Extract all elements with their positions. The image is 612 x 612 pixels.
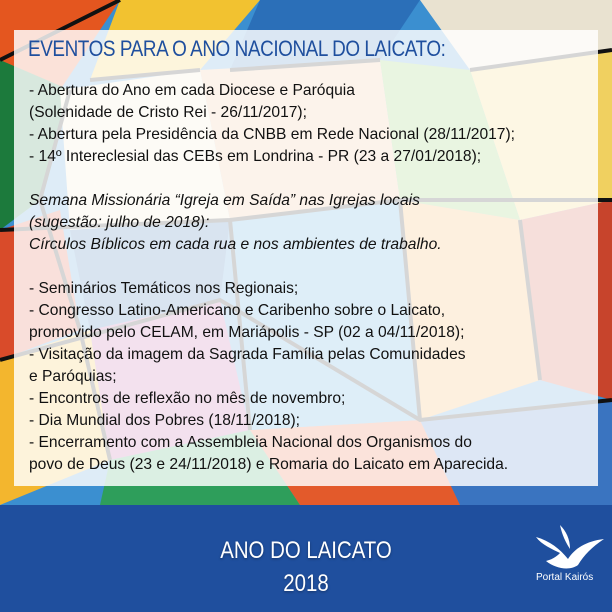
- panel-title: EVENTOS PARA O ANO NACIONAL DO LAICATO:: [28, 36, 446, 61]
- event-line: - Seminários Temáticos nos Regionais;: [29, 280, 299, 297]
- event-line: - Dia Mundial dos Pobres (18/11/2018);: [29, 412, 301, 429]
- footer-title: ANO DO LAICATO: [220, 537, 392, 564]
- footer-year: 2018: [283, 570, 329, 597]
- event-line: e Paróquias;: [29, 368, 117, 385]
- mission-week-line: Círculos Bíblicos em cada rua e nos ambientes de trabalho.: [29, 236, 442, 253]
- event-line: - Encerramento com a Assembleia Nacional dos Organismos do: [29, 434, 472, 451]
- event-line: - Congresso Latino-Americano e Caribenho sobre o Laicato,: [29, 302, 446, 319]
- events-list: [29, 80, 604, 476]
- mission-week-line: Semana Missionária “Igreja em Saída” nas Igrejas locais: [29, 192, 420, 209]
- mission-week-line: (sugestão: julho de 2018):: [29, 214, 210, 231]
- event-line: - 14º Intereclesial das CEBs em Londrina - PR (23 a 27/01/2018);: [29, 148, 482, 165]
- logo-text: Portal Kairós: [536, 572, 594, 583]
- event-line: povo de Deus (23 e 24/11/2018) e Romaria do Laicato em Aparecida.: [29, 456, 509, 473]
- event-line: (Solenidade de Cristo Rei - 26/11/2017);: [29, 104, 307, 121]
- event-line: - Encontros de reflexão no mês de novembro;: [29, 390, 346, 407]
- footer-banner: [0, 505, 612, 612]
- event-line: promovido pelo CELAM, em Mariápolis - SP (02 a 04/11/2018);: [29, 324, 465, 341]
- event-line: - Visitação da imagem da Sagrada Família pelas Comunidades: [29, 346, 466, 363]
- event-line: - Abertura pela Presidência da CNBB em Rede Nacional (28/11/2017);: [29, 126, 515, 143]
- event-line: - Abertura do Ano em cada Diocese e Paróquia: [29, 82, 355, 99]
